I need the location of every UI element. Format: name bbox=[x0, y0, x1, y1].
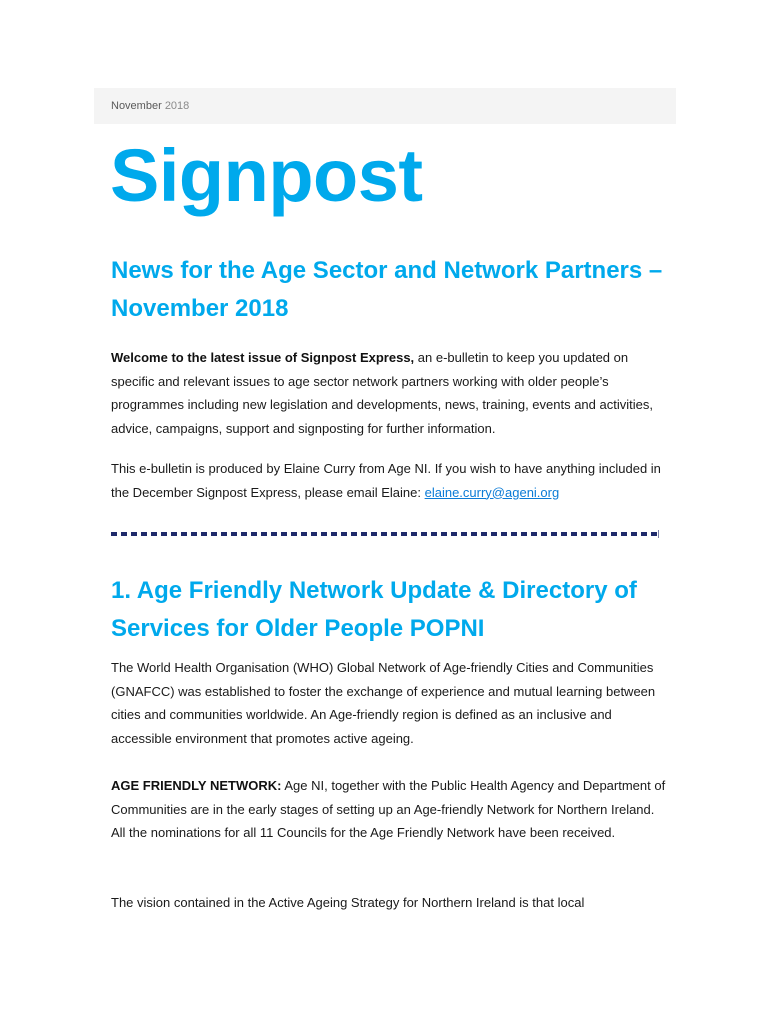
section-1-heading: 1. Age Friendly Network Update & Directory of Services for Older People POPNI bbox=[111, 577, 637, 642]
masthead-title: Signpost bbox=[110, 134, 423, 217]
email-link[interactable]: elaine.curry@ageni.org bbox=[424, 484, 560, 500]
section-1-paragraph-3: The vision contained in the Active Ageing Strategy for Northern Ireland is that local bbox=[111, 895, 585, 910]
intro-bold-text: Welcome to the latest issue of Signpost Express, bbox=[111, 350, 415, 365]
section-1-paragraph-2 bbox=[111, 774, 671, 845]
age-friendly-network-label: AGE FRIENDLY NETWORK: bbox=[111, 778, 282, 793]
produced-by-paragraph bbox=[111, 457, 671, 504]
intro-text: an e-bulletin to keep you updated on specific and relevant issues to age sector network partners working with older people’s programmes including new legislation and developments, news, training, events and activities, advice, campaigns, support and signposting for further information. bbox=[111, 350, 653, 436]
intro-paragraph bbox=[111, 346, 671, 440]
divider-end-mark bbox=[658, 530, 659, 538]
issue-month: November bbox=[111, 100, 162, 112]
produced-by-text: This e-bulletin is produced by Elaine Curry from Age NI. If you wish to have anything included in the December Signpost Express, please email Elaine: bbox=[111, 461, 661, 500]
bulletin-heading: News for the Age Sector and Network Partners – November 2018 bbox=[111, 257, 663, 322]
age-friendly-network-text: Age NI, together with the Public Health Agency and Department of Communities are in the early stages of setting up an Age-friendly Network for Northern Ireland. All the nominations for all 11 Councils for the Age Friendly Network have been received. bbox=[111, 778, 666, 840]
issue-date-bar bbox=[94, 88, 676, 124]
dotted-divider bbox=[111, 532, 659, 536]
section-1-paragraph-1: The World Health Organisation (WHO) Global Network of Age-friendly Cities and Communities (GNAFCC) was established to foster the exchange of experience and mutual learning between cities and communities worldwide. An Age-friendly region is defined as an inclusive and accessible environment that promotes active ageing. bbox=[111, 660, 656, 746]
issue-year: 2018 bbox=[164, 100, 190, 112]
